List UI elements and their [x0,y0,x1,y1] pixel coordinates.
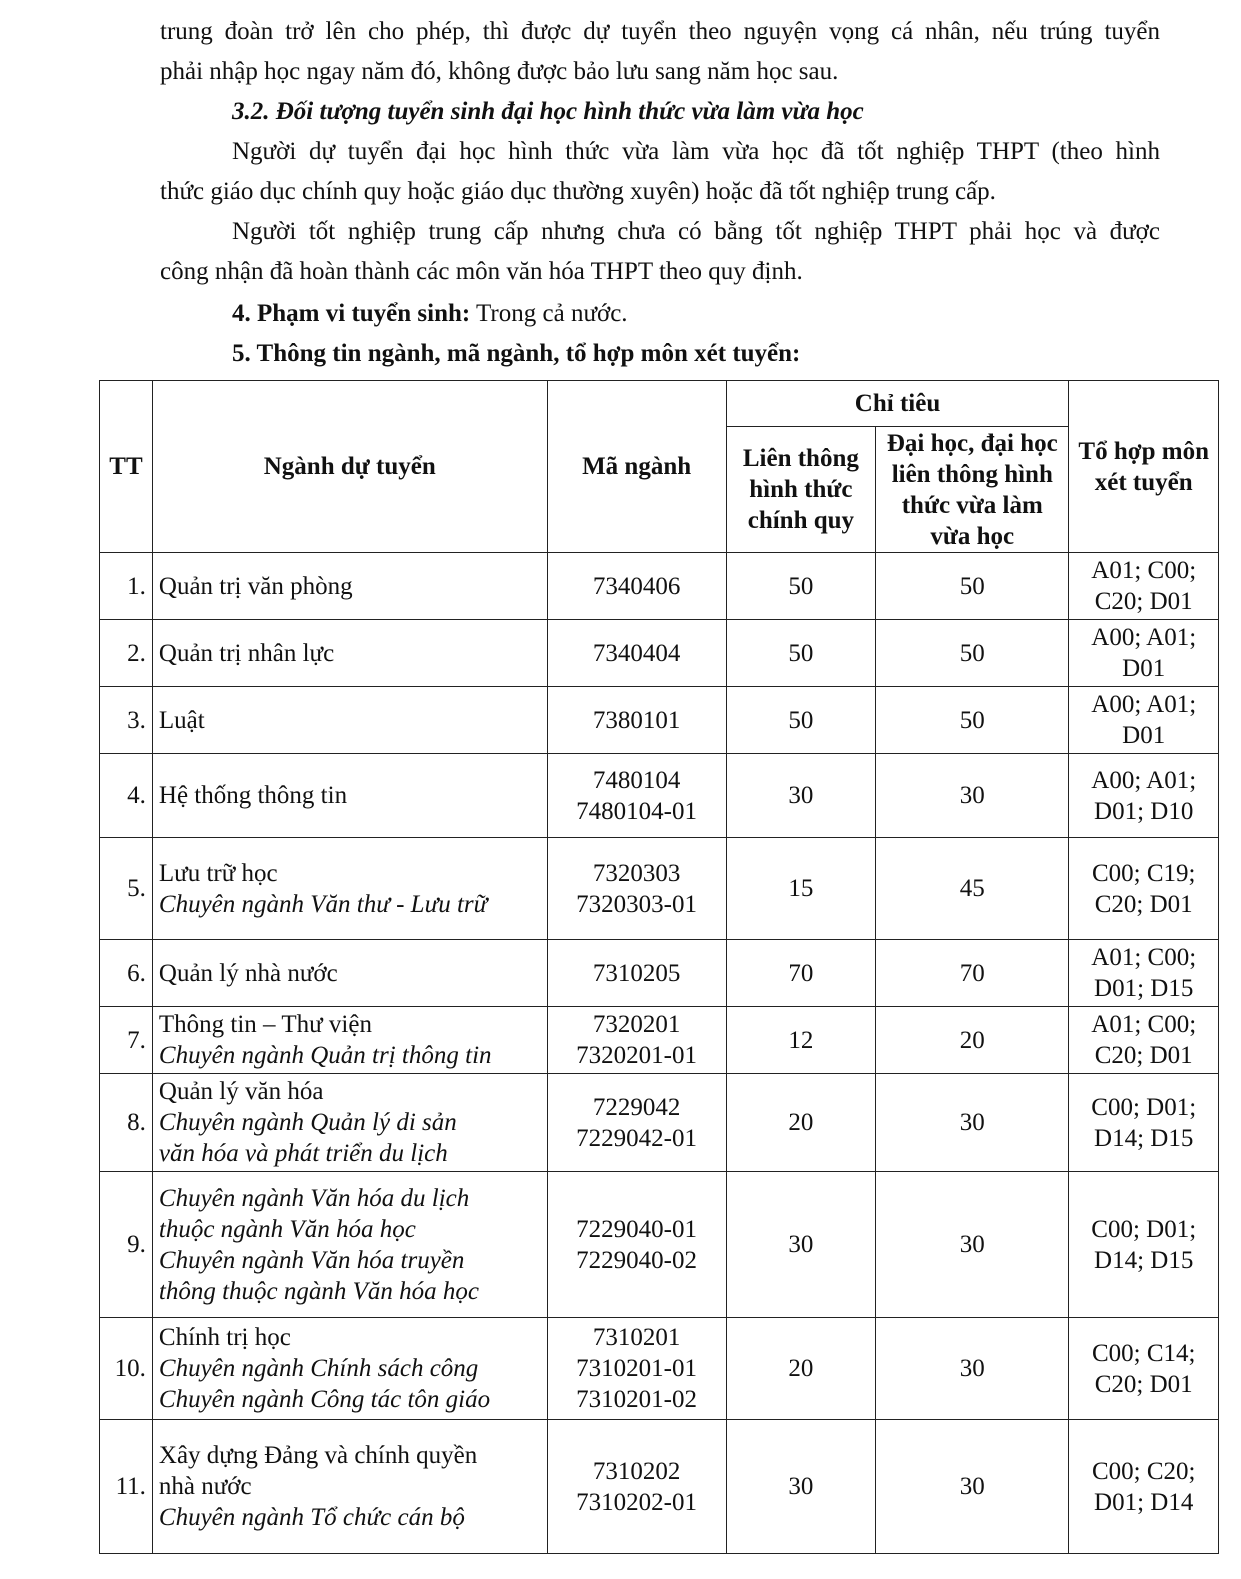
header-major: Ngành dự tuyển [152,381,547,553]
major-code: 7340404 [592,639,681,667]
cell-combo [1069,940,1219,1007]
specialization-text: Chuyên ngành Văn hóa du lịch [158,1184,470,1212]
cell-quota-parttime: 50 [876,620,1069,687]
cell-quota-parttime: 70 [876,940,1069,1007]
table-row [100,687,1219,754]
combo-line: A01; C00; [1091,944,1197,971]
cell-quota-regular: 50 [726,620,876,687]
section-3-2-heading: 3.2. Đối tượng tuyển sinh đại học hình thức vừa làm vừa học [232,98,864,125]
cell-tt: 9. [100,1172,153,1318]
cell-combo [1069,620,1219,687]
major-code: 7310201-01 [576,1355,697,1382]
combo-line: D01; D10 [1094,797,1194,825]
section-5-heading: 5. Thông tin ngành, mã ngành, tổ hợp môn xét tuyển: [232,340,801,367]
major-code: 7310202 [592,1457,681,1485]
header-tt: TT [100,381,153,553]
combo-line: D14; D15 [1094,1124,1194,1152]
major-code: 7310201-02 [576,1386,697,1413]
major-code: 7480104 [592,766,681,794]
combo-line: C20; D01 [1094,588,1193,615]
cell-tt: 10. [100,1318,153,1420]
major-code: 7310205 [592,959,681,987]
specialization-text: Chuyên ngành Văn hóa truyền [158,1246,465,1274]
combo-line: A00; A01; [1091,691,1197,718]
major-code: 7340406 [592,572,681,600]
cell-code [547,1007,726,1074]
combo-line: C00; D01; [1091,1215,1197,1243]
paragraph-1-line-1: Người dự tuyển đại học hình thức vừa làm vừa học đã tốt nghiệp THPT (theo hình [232,138,1160,165]
cell-quota-regular: 50 [726,553,876,620]
cell-quota-parttime: 50 [876,553,1069,620]
major-text: Thông tin – Thư viện [158,1011,372,1038]
cell-tt: 5. [100,838,153,940]
major-code: 7320201-01 [576,1042,697,1069]
table-row [100,1420,1219,1554]
cell-combo [1069,1318,1219,1420]
cell-code [547,838,726,940]
major-code: 7229042 [592,1093,681,1121]
header-quota-parttime: Đại học, đại học liên thông hình thức vừa làm vừa học [876,427,1069,553]
paragraph-1-line-2: thức giáo dục chính quy hoặc giáo dục thường xuyên) hoặc đã tốt nghiệp trung cấp. [160,178,996,205]
major-code: 7320303-01 [576,890,697,918]
major-code: 7320201 [592,1011,681,1038]
cell-quota-regular: 15 [726,838,876,940]
cell-combo [1069,687,1219,754]
major-text: Xây dựng Đảng và chính quyền [158,1442,478,1469]
combo-line: C00; C19; [1091,859,1196,887]
header-code: Mã ngành [547,381,726,553]
section-4-value: Trong cả nước. [470,300,628,327]
major-code: 7229040-02 [576,1246,697,1274]
specialization-text: Chuyên ngành Quản trị thông tin [158,1042,492,1069]
combo-line: D01; D15 [1094,975,1194,1002]
cell-major [152,553,547,620]
cell-quota-parttime: 30 [876,1172,1069,1318]
cell-tt: 8. [100,1074,153,1172]
combo-line: C20; D01 [1094,890,1193,918]
cell-quota-parttime: 30 [876,754,1069,838]
cell-major [152,1172,547,1318]
cell-quota-regular: 30 [726,754,876,838]
combo-line: A01; C00; [1091,1011,1197,1038]
header-quota-regular: Liên thông hình thức chính quy [726,427,876,553]
cell-tt: 4. [100,754,153,838]
header-quota: Chỉ tiêu [726,381,1069,427]
cell-code [547,940,726,1007]
cell-quota-regular: 20 [726,1074,876,1172]
cell-major [152,940,547,1007]
major-code: 7310202-01 [576,1488,697,1516]
intro-line-1: trung đoàn trở lên cho phép, thì được dự tuyển theo nguyện vọng cá nhân, nếu trúng tuyển [160,18,1160,45]
table-row [100,620,1219,687]
major-code: 7380101 [592,706,681,734]
cell-major [152,754,547,838]
cell-major [152,838,547,940]
cell-code [547,620,726,687]
table-row [100,754,1219,838]
major-text: Lưu trữ học [158,859,278,887]
cell-combo [1069,754,1219,838]
cell-major [152,1007,547,1074]
combo-line: C20; D01 [1094,1042,1193,1069]
cell-code [547,1172,726,1318]
table-body [100,553,1219,1554]
cell-tt: 6. [100,940,153,1007]
cell-quota-parttime: 30 [876,1074,1069,1172]
intro-line-2: phải nhập học ngay năm đó, không được bảo lưu sang năm học sau. [160,58,839,85]
cell-code [547,1420,726,1554]
cell-tt: 3. [100,687,153,754]
specialization-text: thông thuộc ngành Văn hóa học [158,1277,479,1305]
cell-major [152,687,547,754]
specialization-text: Chuyên ngành Quản lý di sản [158,1109,457,1136]
major-text: Hệ thống thông tin [158,782,348,809]
table-row [100,1318,1219,1420]
header-combo: Tổ hợp môn xét tuyển [1069,381,1219,553]
major-code: 7310201 [592,1324,681,1351]
specialization-text: Chuyên ngành Chính sách công [158,1355,479,1382]
major-code: 7480104-01 [576,797,697,825]
specialization-text: văn hóa và phát triển du lịch [158,1140,448,1167]
cell-combo [1069,1007,1219,1074]
major-text: Quản lý nhà nước [158,959,338,987]
cell-code [547,754,726,838]
cell-quota-parttime: 50 [876,687,1069,754]
cell-tt: 11. [100,1420,153,1554]
combo-line: C00; C14; [1091,1339,1196,1367]
combo-line: C20; D01 [1094,1370,1193,1398]
section-3-2-paragraph-1 [160,132,1160,212]
major-text: Chính trị học [158,1324,291,1351]
cell-quota-regular: 70 [726,940,876,1007]
cell-quota-regular: 50 [726,687,876,754]
cell-combo [1069,1420,1219,1554]
cell-tt: 2. [100,620,153,687]
major-text: Quản trị nhân lực [158,639,335,667]
cell-code [547,553,726,620]
section-4 [160,294,1160,334]
table-row [100,838,1219,940]
cell-quota-parttime: 30 [876,1318,1069,1420]
cell-code [547,687,726,754]
combo-line: D14; D15 [1094,1246,1194,1274]
cell-quota-regular: 30 [726,1172,876,1318]
cell-quota-regular: 12 [726,1007,876,1074]
major-code: 7229040-01 [576,1215,697,1243]
table-row [100,1074,1219,1172]
paragraph-2-line-1: Người tốt nghiệp trung cấp nhưng chưa có bằng tốt nghiệp THPT phải học và được [232,218,1160,245]
table-row [100,553,1219,620]
cell-quota-regular: 20 [726,1318,876,1420]
cell-quota-parttime: 30 [876,1420,1069,1554]
combo-line: C00; D01; [1091,1093,1197,1121]
section-4-label: 4. Phạm vi tuyển sinh: [232,300,471,327]
cell-major [152,620,547,687]
intro-paragraph [160,12,1160,92]
cell-code [547,1318,726,1420]
combo-line: D01; D14 [1094,1488,1194,1516]
table-row [100,1172,1219,1318]
cell-combo [1069,1172,1219,1318]
cell-combo [1069,1074,1219,1172]
cell-code [547,1074,726,1172]
cell-quota-parttime: 20 [876,1007,1069,1074]
major-text: Luật [158,706,205,734]
combo-line: C00; C20; [1091,1457,1196,1485]
combo-line: D01 [1122,722,1166,749]
combo-line: A00; A01; [1091,624,1197,651]
specialization-text: Chuyên ngành Công tác tôn giáo [158,1386,491,1413]
cell-major [152,1318,547,1420]
specialization-text: Chuyên ngành Tổ chức cán bộ [158,1504,465,1531]
cell-tt: 1. [100,553,153,620]
specialization-text: Chuyên ngành Văn thư - Lưu trữ [158,890,488,918]
major-text: nhà nước [158,1473,252,1500]
cell-tt: 7. [100,1007,153,1074]
major-code: 7320303 [592,859,681,887]
admission-table [99,380,1219,1554]
cell-combo [1069,553,1219,620]
paragraph-2-line-2: công nhận đã hoàn thành các môn văn hóa THPT theo quy định. [160,258,803,285]
cell-major [152,1074,547,1172]
table-row [100,1007,1219,1074]
specialization-text: thuộc ngành Văn hóa học [158,1215,416,1243]
major-code: 7229042-01 [576,1124,697,1152]
cell-quota-parttime: 45 [876,838,1069,940]
combo-line: A00; A01; [1091,766,1197,794]
combo-line: D01 [1122,655,1166,682]
major-text: Quản trị văn phòng [158,572,353,600]
table-row [100,940,1219,1007]
cell-combo [1069,838,1219,940]
major-text: Quản lý văn hóa [158,1078,324,1105]
cell-quota-regular: 30 [726,1420,876,1554]
combo-line: A01; C00; [1091,557,1197,584]
section-3-2-paragraph-2 [160,212,1160,292]
cell-major [152,1420,547,1554]
